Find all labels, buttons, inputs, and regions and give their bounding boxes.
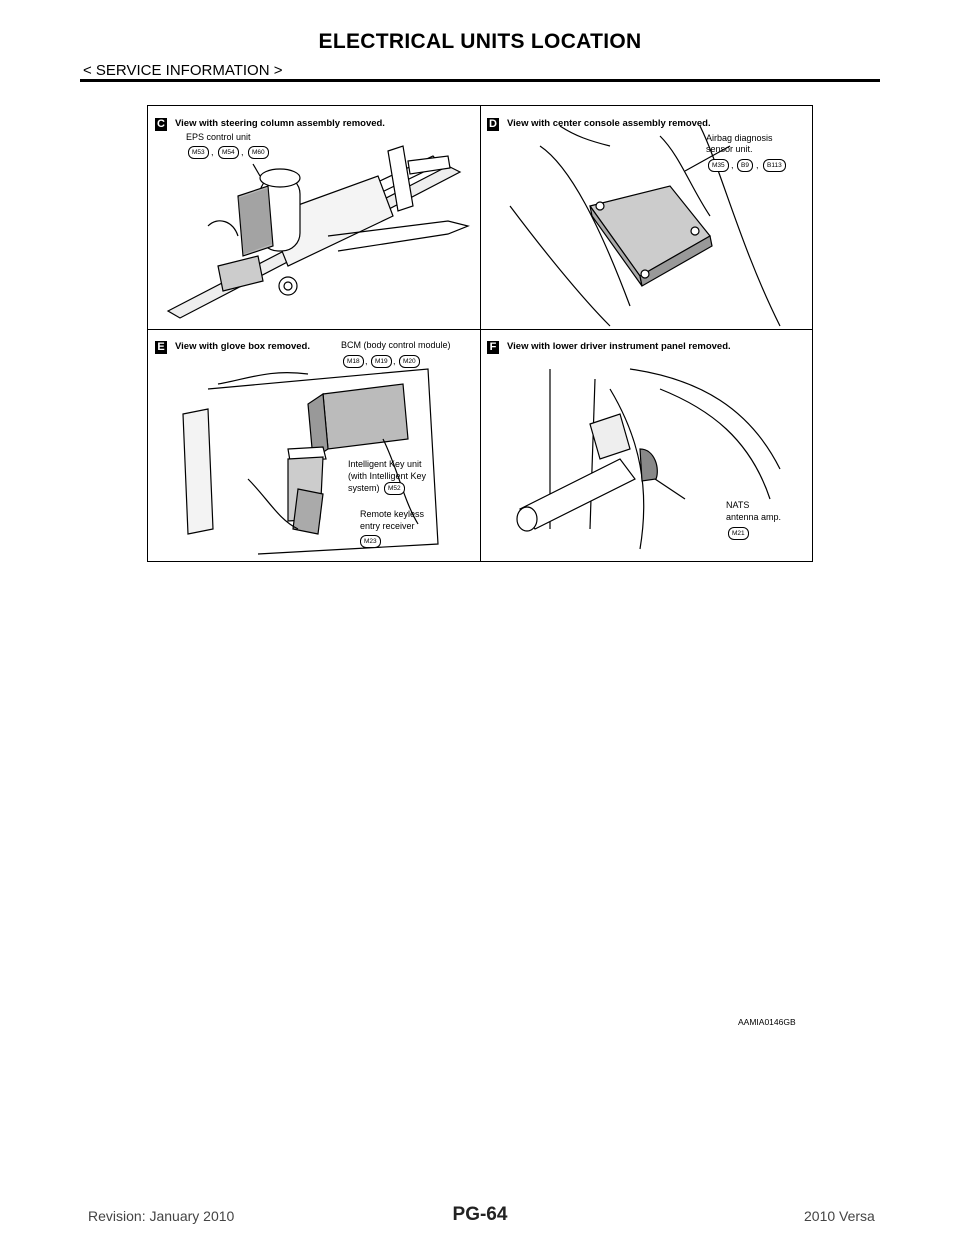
connector-badge: M21: [728, 527, 749, 540]
connector-badge: M18: [343, 355, 364, 368]
panel-tag-e: E: [155, 341, 167, 354]
separator: ,: [731, 160, 734, 170]
connector-badge: M52: [384, 482, 405, 495]
panel-lower-instrument: [480, 329, 812, 561]
connector-badge: M23: [360, 535, 381, 548]
panel-glove-box: [148, 329, 481, 561]
separator: ,: [756, 160, 759, 170]
bcm-label: BCM (body control module): [341, 340, 451, 350]
nats-antenna-illustration: [480, 329, 812, 561]
connector-badge: B113: [763, 159, 786, 172]
model-name: 2010 Versa: [804, 1208, 875, 1224]
airbag-sensor-label: Airbag diagnosis: [706, 133, 773, 143]
panel-tag-c: C: [155, 118, 167, 131]
location-figure: [147, 105, 813, 562]
panel-tag-f: F: [487, 341, 499, 354]
eps-control-unit-label: EPS control unit: [186, 132, 251, 142]
separator: ,: [211, 147, 214, 157]
panel-steering-column: [148, 106, 481, 330]
connector-badge: M60: [248, 146, 269, 159]
remote-keyless-label: entry receiver: [360, 521, 415, 531]
connector-badge: M53: [188, 146, 209, 159]
separator: ,: [393, 356, 396, 366]
nats-antenna-label: antenna amp.: [726, 512, 782, 522]
panel-caption: View with lower driver instrument panel removed.: [507, 341, 731, 352]
page-title: ELECTRICAL UNITS LOCATION: [318, 30, 642, 53]
connector-badge: M35: [708, 159, 729, 172]
panel-center-console: [480, 106, 812, 330]
page-number: PG-64: [452, 1204, 508, 1225]
intelligent-key-label: Intelligent Key unit: [348, 459, 422, 469]
connector-badge: M20: [399, 355, 420, 368]
nats-antenna-label: NATS: [726, 500, 750, 510]
section-label: < SERVICE INFORMATION >: [83, 62, 283, 79]
bcm-illustration: [148, 329, 480, 561]
figure-id: AAMIA0146GB: [738, 1017, 796, 1027]
header-divider: [80, 79, 880, 82]
panel-tag-d: D: [487, 118, 499, 131]
remote-keyless-label: Remote keyless: [360, 509, 425, 519]
separator: ,: [241, 147, 244, 157]
connector-badge: B9: [737, 159, 753, 172]
panel-caption: View with center console assembly removed.: [507, 118, 711, 129]
revision-date: Revision: January 2010: [88, 1208, 235, 1224]
intelligent-key-label: (with Intelligent Key: [348, 471, 427, 481]
intelligent-key-label: system): [348, 483, 380, 493]
panel-caption: View with glove box removed.: [175, 341, 310, 352]
connector-badge: M54: [218, 146, 239, 159]
connector-badge: M19: [371, 355, 392, 368]
airbag-sensor-label: sensor unit.: [706, 144, 753, 154]
panel-caption: View with steering column assembly removed.: [175, 118, 385, 129]
separator: ,: [365, 356, 368, 366]
